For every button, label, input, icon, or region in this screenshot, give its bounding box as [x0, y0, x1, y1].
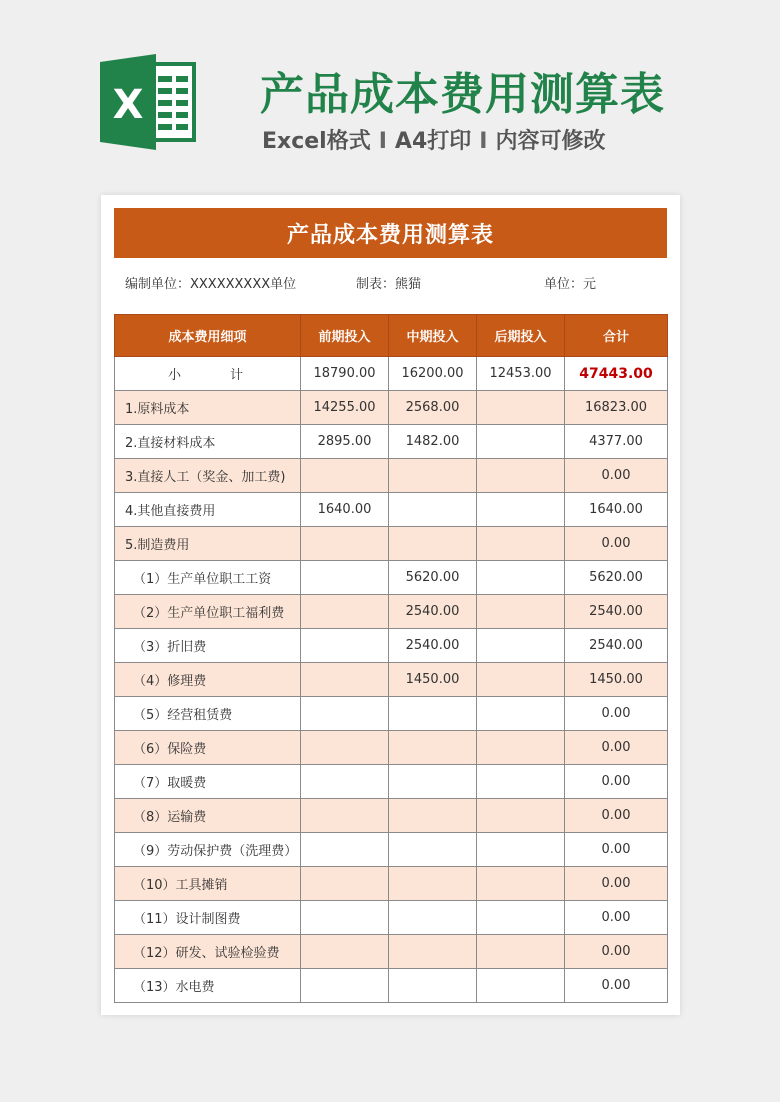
- table-row: [115, 527, 668, 561]
- cell-total[interactable]: 4377.00: [565, 425, 668, 459]
- cell-item[interactable]: 小 计: [115, 357, 301, 391]
- cell-item[interactable]: （6）保险费: [115, 731, 301, 765]
- cell-mid[interactable]: 2540.00: [389, 595, 477, 629]
- cell-total[interactable]: 0.00: [565, 935, 668, 969]
- cell-mid[interactable]: [389, 799, 477, 833]
- table-row: [115, 425, 668, 459]
- subtitle-separator: I: [479, 129, 488, 154]
- cell-item[interactable]: （10）工具摊销: [115, 867, 301, 901]
- cell-late[interactable]: [477, 697, 565, 731]
- cell-late[interactable]: [477, 391, 565, 425]
- table-row: [115, 595, 668, 629]
- cell-mid[interactable]: [389, 935, 477, 969]
- cell-mid[interactable]: 1482.00: [389, 425, 477, 459]
- page-title: 产品成本费用测算表: [260, 69, 665, 120]
- cell-item[interactable]: （12）研发、试验检验费: [115, 935, 301, 969]
- subtotal-row: [115, 357, 668, 391]
- table-row: [115, 697, 668, 731]
- cell-early[interactable]: [301, 731, 389, 765]
- table-row: [115, 731, 668, 765]
- table-row: [115, 765, 668, 799]
- cell-late[interactable]: [477, 459, 565, 493]
- cell-item[interactable]: 3.直接人工（奖金、加工费): [115, 459, 301, 493]
- cell-early[interactable]: [301, 629, 389, 663]
- table-row: [115, 833, 668, 867]
- cell-early[interactable]: [301, 663, 389, 697]
- cell-item[interactable]: （1）生产单位职工工资: [115, 561, 301, 595]
- cell-late[interactable]: [477, 969, 565, 1003]
- cell-total[interactable]: 0.00: [565, 867, 668, 901]
- cell-early[interactable]: 14255.00: [301, 391, 389, 425]
- table-row: [115, 561, 668, 595]
- cell-late[interactable]: [477, 561, 565, 595]
- cell-mid[interactable]: [389, 527, 477, 561]
- cell-late[interactable]: [477, 765, 565, 799]
- cell-late[interactable]: [477, 833, 565, 867]
- cell-item[interactable]: （5）经营租赁费: [115, 697, 301, 731]
- subtitle-separator: I: [378, 129, 387, 154]
- cell-total[interactable]: 0.00: [565, 697, 668, 731]
- cell-item[interactable]: 2.直接材料成本: [115, 425, 301, 459]
- cell-item[interactable]: （11）设计制图费: [115, 901, 301, 935]
- cell-total[interactable]: 1450.00: [565, 663, 668, 697]
- cell-early[interactable]: [301, 527, 389, 561]
- cell-late[interactable]: 12453.00: [477, 357, 565, 391]
- cell-mid[interactable]: 16200.00: [389, 357, 477, 391]
- cell-early[interactable]: [301, 459, 389, 493]
- cell-early[interactable]: [301, 867, 389, 901]
- cell-late[interactable]: [477, 493, 565, 527]
- sheet-banner-title: 产品成本费用测算表: [114, 208, 667, 258]
- excel-logo-icon: [98, 54, 202, 150]
- cell-mid[interactable]: [389, 867, 477, 901]
- cell-total[interactable]: 0.00: [565, 765, 668, 799]
- table-row: [115, 629, 668, 663]
- cell-early[interactable]: 2895.00: [301, 425, 389, 459]
- cell-mid[interactable]: [389, 493, 477, 527]
- cell-early[interactable]: [301, 833, 389, 867]
- meta-org: 编制单位：XXXXXXXXX单位: [125, 277, 297, 292]
- cell-early[interactable]: [301, 799, 389, 833]
- cell-total[interactable]: 0.00: [565, 799, 668, 833]
- subtitle-editable: 内容可修改: [495, 129, 606, 154]
- cell-total[interactable]: 2540.00: [565, 595, 668, 629]
- cell-item[interactable]: 4.其他直接费用: [115, 493, 301, 527]
- meta-maker: 制表：熊猫: [356, 277, 422, 292]
- cell-total[interactable]: 5620.00: [565, 561, 668, 595]
- cell-item[interactable]: （7）取暖费: [115, 765, 301, 799]
- col-header-total: 合计: [565, 315, 668, 357]
- table-row: [115, 663, 668, 697]
- cell-total[interactable]: 0.00: [565, 901, 668, 935]
- cell-early[interactable]: [301, 765, 389, 799]
- cell-total[interactable]: 0.00: [565, 969, 668, 1003]
- cell-item[interactable]: （13）水电费: [115, 969, 301, 1003]
- cell-early[interactable]: 1640.00: [301, 493, 389, 527]
- logo-letter: X: [112, 82, 144, 128]
- table-row: [115, 459, 668, 493]
- cell-total[interactable]: 0.00: [565, 527, 668, 561]
- cell-item[interactable]: （4）修理费: [115, 663, 301, 697]
- cell-item[interactable]: （8）运输费: [115, 799, 301, 833]
- col-header-item: 成本费用细项: [115, 315, 301, 357]
- col-header-early: 前期投入: [301, 315, 389, 357]
- cell-item[interactable]: （2）生产单位职工福利费: [115, 595, 301, 629]
- cell-mid[interactable]: [389, 697, 477, 731]
- cell-total[interactable]: 47443.00: [565, 357, 668, 391]
- cell-total[interactable]: 16823.00: [565, 391, 668, 425]
- cell-early[interactable]: [301, 595, 389, 629]
- cell-early[interactable]: 18790.00: [301, 357, 389, 391]
- cell-mid[interactable]: 2540.00: [389, 629, 477, 663]
- table-row: [115, 935, 668, 969]
- subtitle-format: Excel格式: [262, 129, 371, 154]
- cell-late[interactable]: [477, 731, 565, 765]
- cell-late[interactable]: [477, 799, 565, 833]
- cell-early[interactable]: [301, 697, 389, 731]
- cell-mid[interactable]: [389, 833, 477, 867]
- subtitle-print: A4打印: [394, 129, 472, 154]
- col-header-mid: 中期投入: [389, 315, 477, 357]
- cell-mid[interactable]: 1450.00: [389, 663, 477, 697]
- table-row: [115, 867, 668, 901]
- cell-late[interactable]: [477, 901, 565, 935]
- cell-total[interactable]: 0.00: [565, 459, 668, 493]
- table-row: [115, 391, 668, 425]
- cell-total[interactable]: 1640.00: [565, 493, 668, 527]
- cell-mid[interactable]: 2568.00: [389, 391, 477, 425]
- cell-late[interactable]: [477, 935, 565, 969]
- col-header-late: 后期投入: [477, 315, 565, 357]
- table-row: [115, 493, 668, 527]
- cell-early[interactable]: [301, 561, 389, 595]
- cell-total[interactable]: 2540.00: [565, 629, 668, 663]
- subtitle: [262, 124, 742, 155]
- spreadsheet-page: [101, 195, 680, 1015]
- table-row: [115, 799, 668, 833]
- table-header-row: [115, 315, 668, 357]
- cell-mid[interactable]: [389, 459, 477, 493]
- cell-late[interactable]: [477, 663, 565, 697]
- cost-table: [114, 314, 668, 1003]
- meta-currency: 单位：元: [544, 277, 597, 292]
- cell-mid[interactable]: [389, 765, 477, 799]
- cell-item[interactable]: （9）劳动保护费（洗理费）: [115, 833, 301, 867]
- cell-mid[interactable]: [389, 901, 477, 935]
- cell-total[interactable]: 0.00: [565, 731, 668, 765]
- cell-item[interactable]: 1.原料成本: [115, 391, 301, 425]
- cell-late[interactable]: [477, 527, 565, 561]
- table-row: [115, 901, 668, 935]
- cell-early[interactable]: [301, 901, 389, 935]
- cell-item[interactable]: （3）折旧费: [115, 629, 301, 663]
- cell-mid[interactable]: 5620.00: [389, 561, 477, 595]
- cell-late[interactable]: [477, 425, 565, 459]
- cell-early[interactable]: [301, 969, 389, 1003]
- cell-mid[interactable]: [389, 731, 477, 765]
- cell-mid[interactable]: [389, 969, 477, 1003]
- cell-item[interactable]: 5.制造费用: [115, 527, 301, 561]
- cell-late[interactable]: [477, 867, 565, 901]
- cell-total[interactable]: 0.00: [565, 833, 668, 867]
- cell-early[interactable]: [301, 935, 389, 969]
- cell-late[interactable]: [477, 629, 565, 663]
- cell-late[interactable]: [477, 595, 565, 629]
- table-row: [115, 969, 668, 1003]
